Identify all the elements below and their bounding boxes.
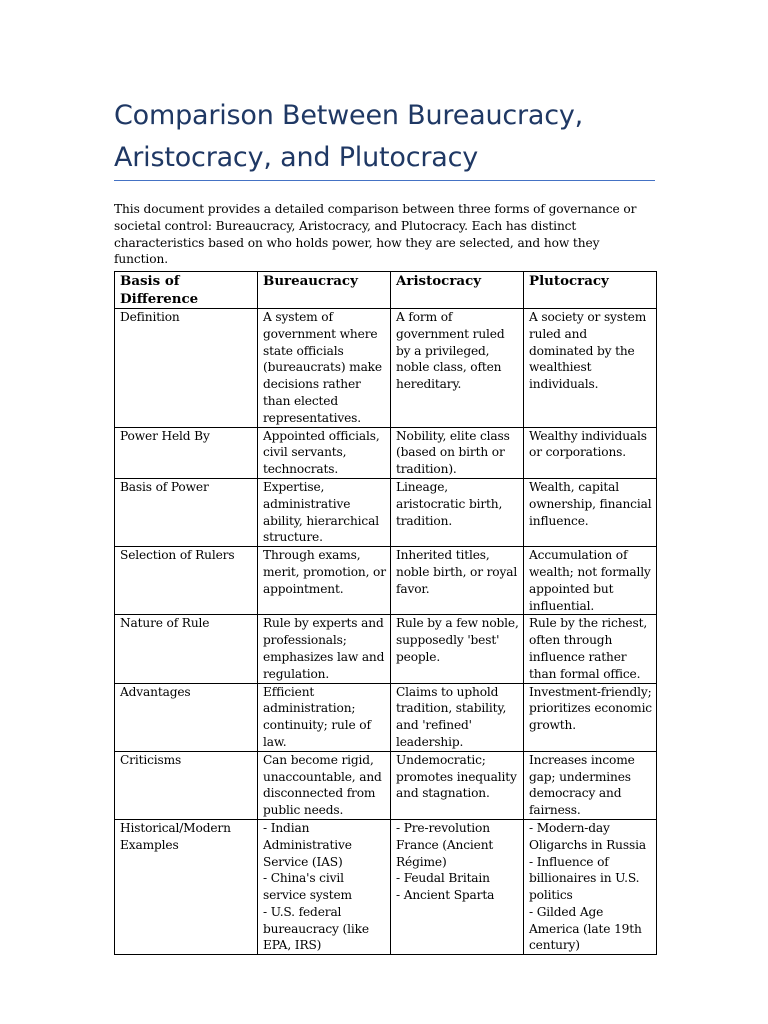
header-bureaucracy: Bureaucracy — [258, 272, 391, 309]
cell-bureaucracy-examples — [258, 819, 391, 954]
cell-aristocracy: Lineage, aristocratic birth, tradition. — [391, 478, 524, 546]
example-item: - U.S. federal bureaucracy (like EPA, IRS) — [263, 904, 369, 953]
table-row — [115, 819, 657, 954]
cell-bureaucracy: Efficient administration; continuity; rule of law. — [258, 683, 391, 751]
cell-plutocracy: A society or system ruled and dominated by the wealthiest individuals. — [524, 309, 657, 428]
cell-basis: Historical/Modern Examples — [115, 819, 258, 954]
example-item: - Modern-day Oligarchs in Russia — [529, 820, 646, 852]
header-plutocracy: Plutocracy — [524, 272, 657, 309]
cell-aristocracy-examples — [391, 819, 524, 954]
cell-bureaucracy: Through exams, merit, promotion, or appointment. — [258, 547, 391, 615]
cell-aristocracy: Inherited titles, noble birth, or royal favor. — [391, 547, 524, 615]
cell-basis: Advantages — [115, 683, 258, 751]
cell-basis: Selection of Rulers — [115, 547, 258, 615]
comparison-table — [114, 271, 657, 955]
cell-plutocracy-examples — [524, 819, 657, 954]
cell-plutocracy: Wealth, capital ownership, financial influence. — [524, 478, 657, 546]
document-title: Comparison Between Bureaucracy, Aristocracy, and Plutocracy — [114, 100, 584, 173]
table-header-row — [115, 272, 657, 309]
cell-bureaucracy: Appointed officials, civil servants, technocrats. — [258, 427, 391, 478]
header-aristocracy: Aristocracy — [391, 272, 524, 309]
table-row — [115, 427, 657, 478]
cell-aristocracy: Claims to uphold tradition, stability, and 'refined' leadership. — [391, 683, 524, 751]
cell-bureaucracy: Rule by experts and professionals; emphasizes law and regulation. — [258, 615, 391, 683]
cell-basis: Criticisms — [115, 751, 258, 819]
title-underline — [114, 180, 655, 181]
header-basis: Basis of Difference — [115, 272, 258, 309]
cell-bureaucracy: Expertise, administrative ability, hierarchical structure. — [258, 478, 391, 546]
cell-plutocracy: Wealthy individuals or corporations. — [524, 427, 657, 478]
cell-bureaucracy: Can become rigid, unaccountable, and disconnected from public needs. — [258, 751, 391, 819]
cell-aristocracy: Rule by a few noble, supposedly 'best' people. — [391, 615, 524, 683]
cell-aristocracy: A form of government ruled by a privileged, noble class, often hereditary. — [391, 309, 524, 428]
table-row — [115, 751, 657, 819]
cell-basis: Nature of Rule — [115, 615, 258, 683]
example-item: - China's civil service system — [263, 871, 352, 903]
cell-aristocracy: Undemocratic; promotes inequality and stagnation. — [391, 751, 524, 819]
cell-basis: Power Held By — [115, 427, 258, 478]
table-row — [115, 547, 657, 615]
example-item: - Influence of billionaires in U.S. politics — [529, 854, 640, 903]
table-row — [115, 683, 657, 751]
cell-basis: Definition — [115, 309, 258, 428]
cell-aristocracy: Nobility, elite class (based on birth or tradition). — [391, 427, 524, 478]
cell-plutocracy: Investment-friendly; prioritizes economic growth. — [524, 683, 657, 751]
example-item: - Feudal Britain — [396, 871, 490, 886]
intro-paragraph: This document provides a detailed comparison between three forms of governance or societal control: Bureaucracy, Aristocracy, and Plutocracy. Each has distinct characteristics based on who holds power, how they are selected, and how they function. — [114, 202, 637, 267]
table-row — [115, 478, 657, 546]
example-item: - Gilded Age America (late 19th century) — [529, 904, 642, 953]
cell-basis: Basis of Power — [115, 478, 258, 546]
cell-plutocracy: Accumulation of wealth; not formally appointed but influential. — [524, 547, 657, 615]
example-item: - Indian Administrative Service (IAS) — [263, 820, 352, 869]
table-row — [115, 615, 657, 683]
example-item: - Pre-revolution France (Ancient Régime) — [396, 820, 494, 869]
example-item: - Ancient Sparta — [396, 888, 495, 903]
table-row — [115, 309, 657, 428]
cell-plutocracy: Increases income gap; undermines democracy and fairness. — [524, 751, 657, 819]
cell-bureaucracy: A system of government where state officials (bureaucrats) make decisions rather than elected representatives. — [258, 309, 391, 428]
cell-plutocracy: Rule by the richest, often through influence rather than formal office. — [524, 615, 657, 683]
